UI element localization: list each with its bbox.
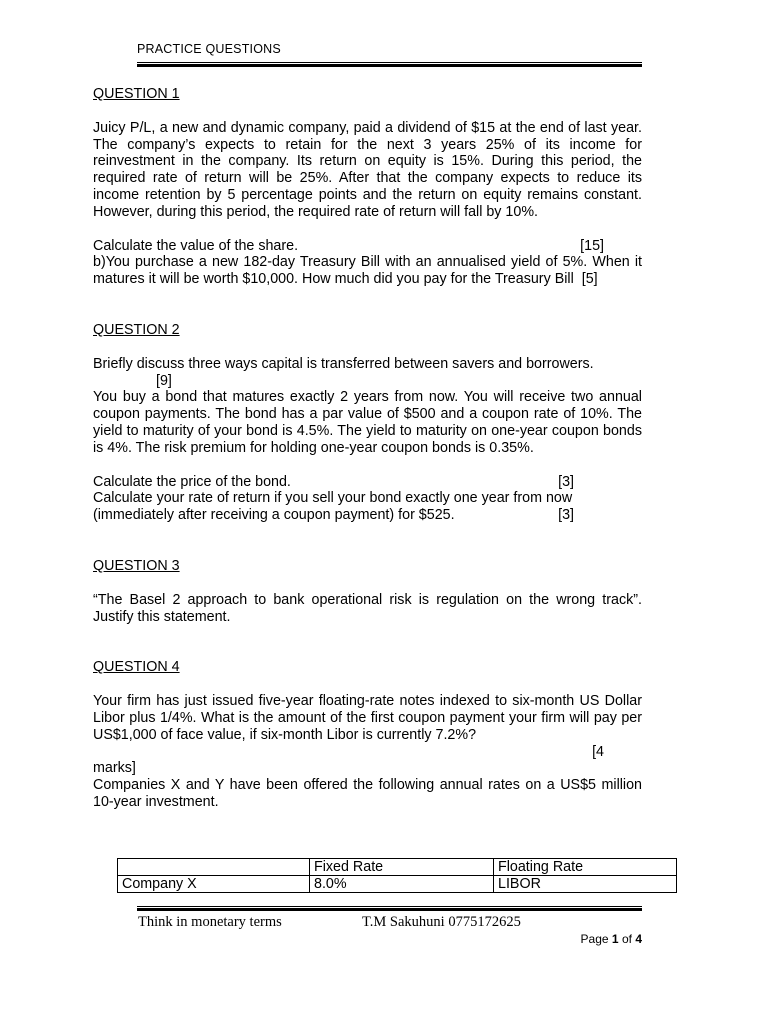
footer-author: T.M Sakuhuni 0775172625: [362, 914, 521, 930]
question-2-calc1-mark: [3]: [558, 473, 574, 490]
question-2-text: You buy a bond that matures exactly 2 years from now. You will receive two annual coupon payments. The bond has a par value of $500 and a coupon rate of 10%. The yield to maturity of your bond is 4.5%. The yield to maturity on one-year coupon bonds is 4%. The risk premium for holding one-year coupon bonds is 0.35%.: [93, 389, 642, 456]
footer-rule-thick: [137, 908, 642, 911]
question-4-text-2: Companies X and Y have been offered the following annual rates on a US$5 million 10-year investment.: [93, 777, 642, 810]
page-word: Page: [580, 932, 609, 946]
table-header-cell: [118, 859, 310, 876]
footer-rule-thin: [137, 906, 642, 907]
footer-tagline: Think in monetary terms: [138, 914, 282, 930]
question-1-part-b: [93, 254, 642, 288]
table-cell: Company X: [118, 876, 310, 893]
question-1-calc-line: [93, 238, 642, 255]
question-4-text: Your firm has just issued five-year floating-rate notes indexed to six-month US Dollar Libor plus 1/4%. What is the amount of the first coupon payment your firm will pay per US$1,000 of face value, if six-month Libor is currently 7.2%?: [93, 693, 642, 743]
question-2-calc2-line1: Calculate your rate of return if you sell your bond exactly one year from now: [93, 490, 573, 507]
question-1-text: Juicy P/L, a new and dynamic company, paid a dividend of $15 at the end of last year. The company’s expects to retain for the next 3 years 25% of its income for reinvestment in the company. Its return on equity is 15%. During this period, the required rate of return will be 25%. After that the company expects to reduce its income retention by 5 percentage points and the return on equity remains constant. However, during this period, the required rate of return will fall by 10%.: [93, 119, 642, 220]
question-4-heading: QUESTION 4: [93, 659, 180, 676]
question-2-calc1: Calculate the price of the bond.: [93, 473, 291, 490]
table-cell: LIBOR: [494, 876, 677, 893]
question-2-calc2-line2: [93, 507, 642, 524]
question-3-text: “The Basel 2 approach to bank operational risk is regulation on the wrong track”. Justify this statement.: [93, 591, 642, 625]
table-header-row: [118, 859, 677, 876]
question-2-discuss: Briefly discuss three ways capital is transferred between savers and borrowers.: [93, 355, 594, 372]
rates-table: [117, 858, 677, 893]
question-2-calc1-line: [93, 474, 642, 491]
question-1-part-b-mark: [5]: [581, 271, 598, 288]
question-4-mark-close: marks]: [93, 760, 136, 777]
question-2-heading: QUESTION 2: [93, 321, 180, 338]
question-2-discuss-mark: [9]: [156, 372, 172, 389]
document-body: [93, 86, 642, 811]
page-number: [581, 932, 642, 946]
table-header-cell: Fixed Rate: [310, 859, 494, 876]
page-of-word: of: [621, 932, 632, 946]
question-1-heading: QUESTION 1: [93, 86, 180, 102]
question-1-calc: Calculate the value of the share.: [93, 237, 299, 254]
question-2-calc2-text: (immediately after receiving a coupon payment) for $525.: [93, 507, 455, 524]
table-row: [118, 876, 677, 893]
table-cell: 8.0%: [310, 876, 494, 893]
question-2-calc2-mark: [3]: [558, 507, 574, 524]
header-rule-thin: [137, 62, 642, 63]
page-current: 1: [611, 932, 619, 946]
question-3-heading: QUESTION 3: [93, 557, 180, 574]
page-header-title: PRACTICE QUESTIONS: [137, 42, 281, 56]
table-header-cell: Floating Rate: [494, 859, 677, 876]
page-total: 4: [635, 932, 642, 946]
question-4-mark-open: [4: [592, 743, 604, 760]
header-rule-thick: [137, 64, 642, 67]
question-1-part-b-text: b)You purchase a new 182-day Treasury Bill with an annualised yield of 5%. When it matures it will be worth $10,000. How much did you pay for the Treasury Bill: [93, 254, 642, 288]
question-1-calc-mark: [15]: [580, 237, 604, 254]
